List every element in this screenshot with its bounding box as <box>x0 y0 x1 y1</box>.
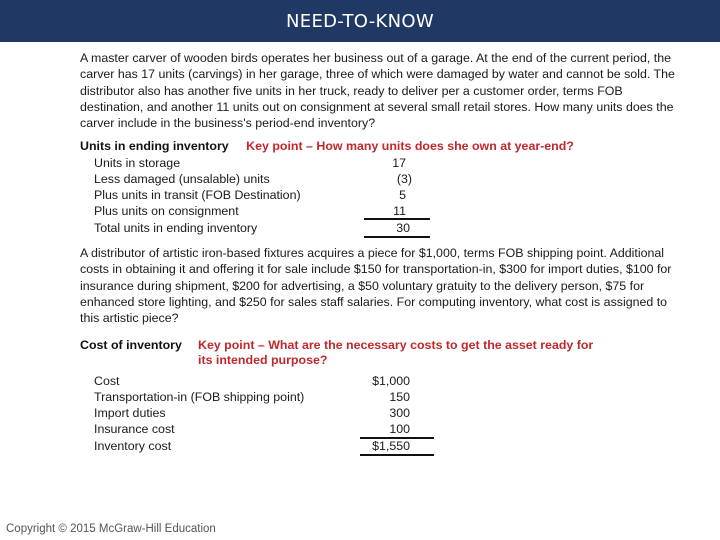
slide-title: NEED-TO-KNOW <box>286 10 434 32</box>
row-value: 17 <box>392 156 406 170</box>
row-value: 30 <box>396 221 410 235</box>
problem-2-key-point: Key point – What are the necessary costs to get the asset ready for its intended purpose? <box>198 338 594 367</box>
problem-2-text: A distributor of artistic iron-based fixtures acquires a piece for $1,000, terms FOB shipping point. Additional costs in obtaining it and offering it for sale include $150 for transportation-in, $300 for import duties, $100 for insurance during shipment, $200 for advertising, a $50 voluntary gratuity to the delivery person, $75 for enhanced store lighting, and $250 for sales staff salaries. For computing inventory, what cost is assigned to this artistic piece? <box>80 246 672 326</box>
total-underline <box>364 236 430 238</box>
problem-1-key-point: Key point – How many units does she own at year-end? <box>246 139 574 153</box>
row-description: Plus units in transit (FOB Destination) <box>94 188 301 202</box>
row-value: 11 <box>393 204 406 218</box>
table-row <box>94 220 434 236</box>
row-description: Units in storage <box>94 156 181 170</box>
row-value: 100 <box>389 422 410 436</box>
problem-1-text: A master carver of wooden birds operates her business out of a garage. At the end of the current period, the carver has 17 units (carvings) in her garage, three of which were damaged by water and cannot be sold. The distributor also has another five units in her truck, ready to deliver per a customer order, terms FOB destination, and another 11 units out on consignment at several small retail stores. How many units does the carver include in the business's period-end inventory? <box>80 51 675 131</box>
problem-2-heading: Cost of inventory <box>80 338 182 352</box>
row-description: Inventory cost <box>94 439 172 453</box>
total-underline <box>360 454 434 456</box>
table-row <box>94 187 434 203</box>
table-row <box>94 373 434 389</box>
table-row <box>94 405 434 421</box>
row-description: Transportation-in (FOB shipping point) <box>94 390 305 404</box>
table-row <box>94 203 434 219</box>
row-description: Plus units on consignment <box>94 204 239 218</box>
row-description: Insurance cost <box>94 422 175 436</box>
problem-1-heading-row <box>80 139 574 153</box>
table-row <box>94 389 434 405</box>
row-description: Import duties <box>94 406 166 420</box>
row-description: Cost <box>94 374 120 388</box>
row-description: Less damaged (unsalable) units <box>94 172 270 186</box>
table-row <box>94 421 434 437</box>
row-description: Total units in ending inventory <box>94 221 258 235</box>
problem-1-heading: Units in ending inventory <box>80 139 229 153</box>
row-value: 300 <box>389 406 410 420</box>
row-value: (3) <box>396 172 412 186</box>
table-row <box>94 171 434 187</box>
row-value: 150 <box>389 390 410 404</box>
slide-title-bar <box>0 0 720 42</box>
row-value: 5 <box>399 188 406 202</box>
row-value: $1,550 <box>372 439 410 453</box>
table-row <box>94 438 434 454</box>
problem-2-heading-row <box>80 338 594 367</box>
table-row <box>94 155 434 171</box>
copyright-footer: Copyright © 2015 McGraw-Hill Education <box>6 523 216 535</box>
row-value: $1,000 <box>372 374 410 388</box>
